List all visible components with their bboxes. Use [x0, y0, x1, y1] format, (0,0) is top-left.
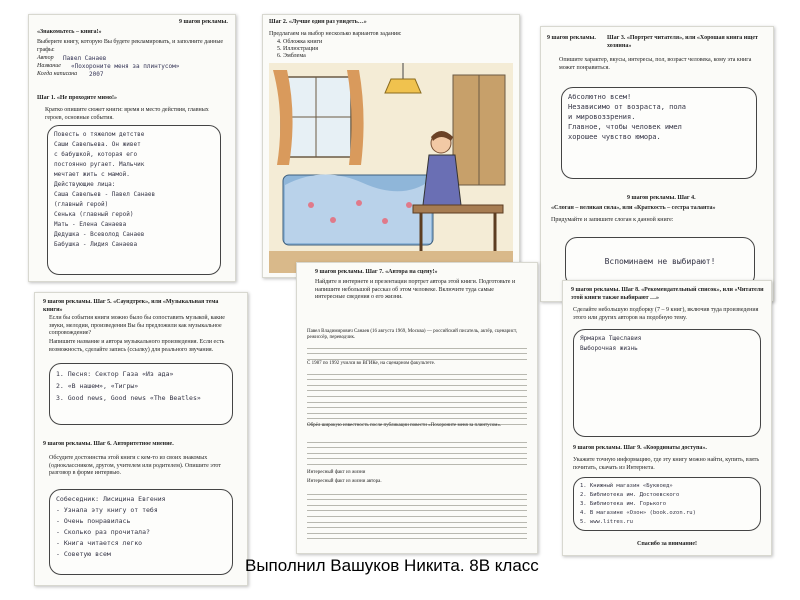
- hand-line: Бабушка - Лидия Санаева: [54, 241, 138, 248]
- page4-text2: Напишите название и автора музыкального произведения. Если есть возможность, сделайте запись (ссылку) для реального звучания.: [49, 339, 225, 353]
- page4-step6: 9 шагов рекламы. Шаг 6. Авторитетное мнение.: [43, 441, 174, 447]
- page3-step4-text: Придумайте и запишите слоган к данной книге:: [551, 217, 674, 223]
- page1-step1-text: Кратко опишите сюжет книги: время и место действия, главных героев, основные события.: [45, 107, 209, 121]
- hand-line: Ярмарка Тщеславия: [580, 335, 642, 342]
- worksheet-page-3: [540, 26, 774, 302]
- slogan-text: Вспоминаем не выбирают!: [604, 257, 716, 266]
- page4-text: Если бы события книги можно было бы сопоставить музыкой, какие звуки, мелодии, произведения Вы бы предложили как музыкальное сопровождение?: [49, 315, 225, 336]
- hand-line: 4. В магазине «Озон» (book.ozon.ru): [580, 510, 696, 516]
- page5-text: Найдите в интернете и презентации портрет автора этой книги. Подготовьте и напишите небольшой рассказ об этом человеке. Включите туда самые интересные сведения о его жизни.: [315, 279, 516, 300]
- page1-heading: «Знакомьтесь – книга!»: [37, 29, 102, 35]
- hand-line: Дедушка - Всеволод Санаев: [54, 231, 145, 238]
- hand-line: - Очень понравилась: [56, 517, 131, 525]
- page3-step4-top: 9 шагов рекламы. Шаг 4.: [627, 195, 696, 201]
- page2-heading: Шаг 2. «Лучше один раз увидеть…»: [269, 19, 367, 25]
- hand-line: Абсолютно всем!: [568, 93, 632, 101]
- page3-heading: Шаг 3. «Портрет читателя», или «Хорошая книга ищет хозяина»: [607, 35, 758, 49]
- worksheet-page-1: [28, 14, 236, 282]
- page6-text: Сделайте небольшую подборку (7 – 9 книг), включив туда произведения этого или других авторов на подобную тему.: [573, 307, 759, 321]
- worksheet-page-2: [262, 14, 520, 278]
- page5-text-lines-1: [307, 343, 527, 360]
- hand-line: Саша Савельев - Павел Санаев: [54, 191, 156, 198]
- hand-line: Действующие лица:: [54, 181, 116, 188]
- hand-line: постоянно ругает. Мальчик: [54, 161, 145, 168]
- page5-interesting-title: Интересный факт из жизни: [307, 470, 366, 475]
- hand-line: - Книга читается легко: [56, 539, 143, 547]
- hand-line: Саши Савельева. Он живет: [54, 141, 141, 148]
- hand-line: (главный герой): [54, 201, 109, 208]
- page5-text-lines-4: [307, 489, 527, 539]
- page3-text: Опишите характер, вкусы, интересы, пол, возраст человека, кому эта книга может понравиться.: [559, 57, 752, 71]
- hand-line: хорошее чувство юмора.: [568, 133, 661, 141]
- page6-booklist-box: [573, 329, 761, 437]
- page6-step9: 9 шагов рекламы. Шаг 9. «Координаты доступа».: [573, 445, 707, 451]
- page5-heading: 9 шагов рекламы. Шаг 7. «Автора на сцену!»: [315, 269, 438, 275]
- page1-title-value: «Похороните меня за плинтусом»: [71, 63, 180, 70]
- page1-step-top: 9 шагов рекламы.: [179, 19, 228, 25]
- page6-thanks: Спасибо за внимание!: [636, 541, 698, 547]
- page5-bio-title: Павел Владимирович Санаев (16 августа 1969, Москва) — российский писатель, актёр, сценарист, режиссёр, переводчик.: [307, 329, 518, 340]
- page5-text-lines-2: [307, 369, 527, 425]
- page1-written-label: Когда написана: [37, 71, 78, 77]
- hand-line: с бабушкой, которая его: [54, 151, 138, 158]
- hand-line: - Сколько раз прочитала?: [56, 528, 150, 536]
- hand-line: Главное, чтобы человек имел: [568, 123, 682, 131]
- worksheet-page-5: [296, 262, 538, 554]
- page1-written-value: 2007: [89, 71, 104, 78]
- page1-intro: Выберите книгу, которую Вы будете рекламировать, и заполните данные графы:: [37, 39, 224, 53]
- page1-title-label: Название: [37, 63, 61, 69]
- page1-step1: Шаг 1. «Не проходите мимо!»: [37, 95, 118, 101]
- worksheet-page-4: [34, 292, 248, 586]
- page6-step9-text: Укажите точную информацию, где эту книгу можно найти, купить, взять почитать, скачать из Интернета.: [573, 457, 760, 471]
- hand-line: - Советую всем: [56, 550, 111, 558]
- hand-line: 2. Библиотека им. Достоевского: [580, 492, 680, 498]
- page5-paragraph: Обрёл широкую известность после публикации повести «Похороните меня за плинтусом».: [307, 423, 502, 428]
- hand-line: Повесть о тяжелом детстве: [54, 131, 145, 138]
- page6-heading: 9 шагов рекламы. Шаг 8. «Рекомендательный список», или «Читатели этой книги также выбирают …»: [571, 287, 764, 301]
- page2-intro: Предлагаем на выбор несколько вариантов задания:: [269, 31, 402, 37]
- hand-line: Мать - Елена Санаева: [54, 221, 127, 228]
- page1-author-label: Автор: [37, 55, 54, 61]
- page4-step6-text: Обсудите достоинства этой книги с кем-то из своих знакомых (одноклассником, другом, учителем или родителем). Опишите этот разговор в форме интервью.: [49, 455, 221, 476]
- page4-heading: 9 шагов рекламы. Шаг 5. «Саундтрек», или «Музыкальная тема книги»: [43, 299, 219, 313]
- hand-line: 3. Good news, Good news «The Beatles»: [56, 394, 201, 402]
- hand-line: - Узнала эту книгу от тебя: [56, 506, 158, 514]
- hand-line: 1. Книжный магазин «Буквоед»: [580, 483, 673, 489]
- page2-option: 4. Обложка книги: [277, 39, 323, 45]
- page3-step4: «Слоган – великая сила», или «Краткость – сестра таланта»: [551, 205, 716, 211]
- hand-line: Выборочная жизнь: [580, 345, 638, 352]
- page5-text-lines-3: [307, 437, 527, 465]
- page3-step-top: 9 шагов рекламы.: [547, 35, 596, 41]
- hand-line: Собеседник: Лисицина Евгения: [56, 495, 166, 503]
- hand-line: 1. Песня: Сектор Газа «Из ада»: [56, 370, 174, 378]
- worksheet-page-6: [562, 280, 772, 556]
- hand-line: 2. «В нашем», «Тигры»: [56, 382, 139, 390]
- page6-access-box: [573, 477, 761, 531]
- page4-soundtrack-box: [49, 363, 233, 425]
- hand-line: и мировоззрения.: [568, 113, 636, 121]
- page5-paragraph: Интересный факт из жизни автора.: [307, 479, 382, 484]
- hand-line: 3. Библиотека им. Горького: [580, 501, 667, 507]
- page4-interview-box: [49, 489, 233, 575]
- page5-paragraph: С 1987 по 1992 учился во ВГИКе, на сценарном факультете.: [307, 361, 436, 366]
- book-illustration: [263, 15, 519, 277]
- page3-handwritten-box: [561, 87, 757, 179]
- page2-option: 6. Эмблема: [277, 53, 306, 59]
- hand-line: Независимо от возраста, пола: [568, 103, 687, 111]
- hand-line: 5. www.litres.ru: [580, 519, 633, 525]
- page2-option: 5. Иллюстрация: [277, 46, 319, 52]
- author-caption: Выполнил Вашуков Никита. 8В класс: [245, 556, 539, 575]
- hand-line: Сенька (главный герой): [54, 211, 134, 218]
- page1-handwritten-box: [47, 125, 221, 275]
- hand-line: мечтает жить с мамой.: [54, 171, 130, 178]
- page1-author-value: Павел Санаев: [63, 55, 107, 62]
